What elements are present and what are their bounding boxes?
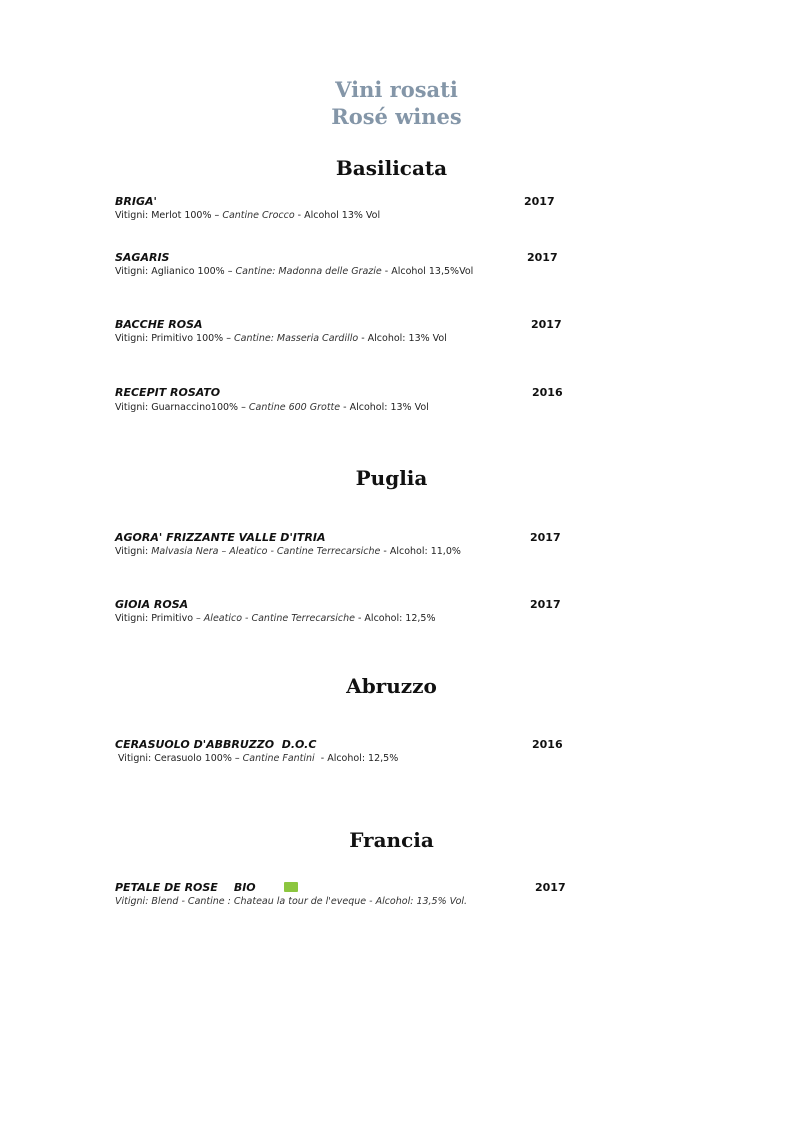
wine-name: BRIGA' [115,195,157,208]
bio-label: BIO [233,881,256,894]
wine-description: Vitigni: Merlot 100% – Cantine Crocco - Alcohol 13% Vol [115,210,381,221]
organic-leaf-icon [284,882,298,892]
wine-year: 2017 [530,531,561,544]
wine-name: GIOIA ROSA [115,598,189,611]
region-heading-francia: Francia [349,828,434,852]
wine-description: Vitigni: Guarnaccino100% – Cantine 600 Grotte - Alcohol: 13% Vol [115,402,429,413]
wine-description: Vitigni: Primitivo – Aleatico - Cantine Terrecarsiche - Alcohol: 12,5% [115,613,436,624]
wine-year: 2017 [535,881,566,894]
wine-description: Vitigni: Aglianico 100% – Cantine: Madonna delle Grazie - Alcohol 13,5%Vol [115,266,474,277]
wine-year: 2016 [532,386,563,399]
wine-name: RECEPIT ROSATO [115,386,221,399]
wine-name: CERASUOLO D'ABBRUZZO D.O.C [115,738,317,751]
title-italian: Vini rosati [335,77,458,102]
wine-year: 2017 [527,251,558,264]
region-heading-puglia: Puglia [355,466,428,490]
wine-name: BACCHE ROSA [115,318,203,331]
wine-description: Vitigni: Blend - Cantine : Chateau la tour de l'eveque - Alcohol: 13,5% Vol. [115,896,468,907]
title-english: Rosé wines [331,104,462,129]
wine-description: Vitigni: Primitivo 100% – Cantine: Masseria Cardillo - Alcohol: 13% Vol [115,333,447,344]
wine-name: AGORA' FRIZZANTE VALLE D'ITRIA [115,531,326,544]
region-heading-abruzzo: Abruzzo [346,674,437,698]
wine-name-row [115,881,298,894]
wine-description: Vitigni: Cerasuolo 100% – Cantine Fantini - Alcohol: 12,5% [115,753,399,764]
wine-name: PETALE DE ROSE [115,881,218,894]
wine-description: Vitigni: Malvasia Nera – Aleatico - Cantine Terrecarsiche - Alcohol: 11,0% [115,546,461,557]
wine-year: 2017 [531,318,562,331]
wine-year: 2017 [530,598,561,611]
wine-year: 2016 [532,738,563,751]
wine-name: SAGARIS [115,251,170,264]
region-heading-basilicata: Basilicata [335,156,448,180]
wine-year: 2017 [524,195,555,208]
